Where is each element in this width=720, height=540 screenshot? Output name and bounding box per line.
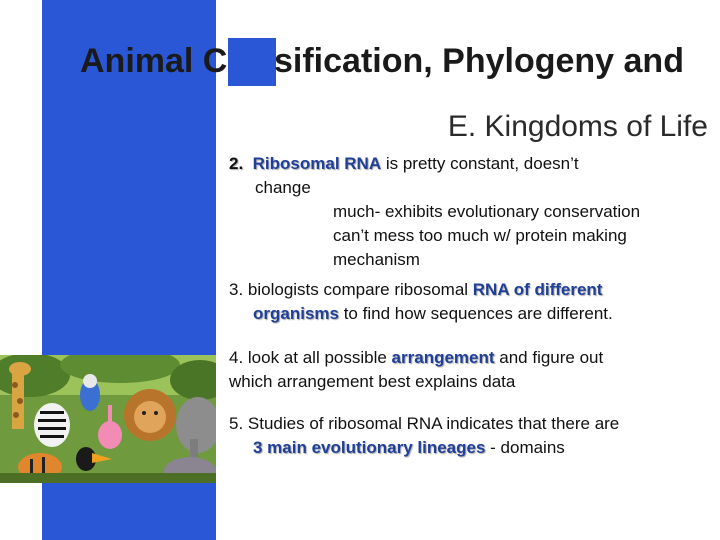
highlight-ribosomal-rna: Ribosomal RNA — [252, 154, 382, 173]
slide-subtitle: E. Kingdoms of Life — [447, 110, 708, 143]
slide-title-part2: sification, Phylogeny and — [274, 42, 684, 80]
slide-title-part1: Animal C — [80, 42, 228, 80]
animals-image-svg — [0, 355, 216, 483]
item-text: and figure out — [494, 348, 604, 367]
item-text: mechanism — [333, 250, 420, 269]
list-item — [229, 152, 709, 272]
item-number: 2. — [229, 154, 244, 173]
slide-content — [229, 152, 709, 460]
highlight-rna-of-different: RNA of different — [472, 280, 603, 299]
item-text: is pretty constant, doesn’t — [381, 154, 579, 173]
item-text: 5. Studies of ribosomal RNA indicates that there are — [229, 414, 620, 433]
item-text: much- exhibits evolutionary conservation — [333, 202, 641, 221]
jungle-animals-illustration — [0, 355, 216, 483]
list-item — [229, 412, 709, 460]
list-item — [229, 346, 709, 394]
highlight-main-lineages: 3 main evolutionary lineages — [253, 438, 486, 457]
item-text: - domains — [485, 438, 565, 457]
item-text: 4. look at all possible — [229, 348, 392, 367]
item-text: 3. biologists compare ribosomal — [229, 280, 473, 299]
title-occluding-block — [228, 38, 276, 86]
highlight-organisms: organisms — [253, 304, 339, 323]
item-text: change — [255, 178, 311, 197]
highlight-arrangement: arrangement — [391, 348, 495, 367]
item-text: to find how sequences are different. — [338, 304, 613, 323]
list-item — [229, 278, 709, 326]
item-text: which arrangement best explains data — [229, 372, 516, 391]
item-text: can’t mess too much w/ protein making — [333, 226, 627, 245]
